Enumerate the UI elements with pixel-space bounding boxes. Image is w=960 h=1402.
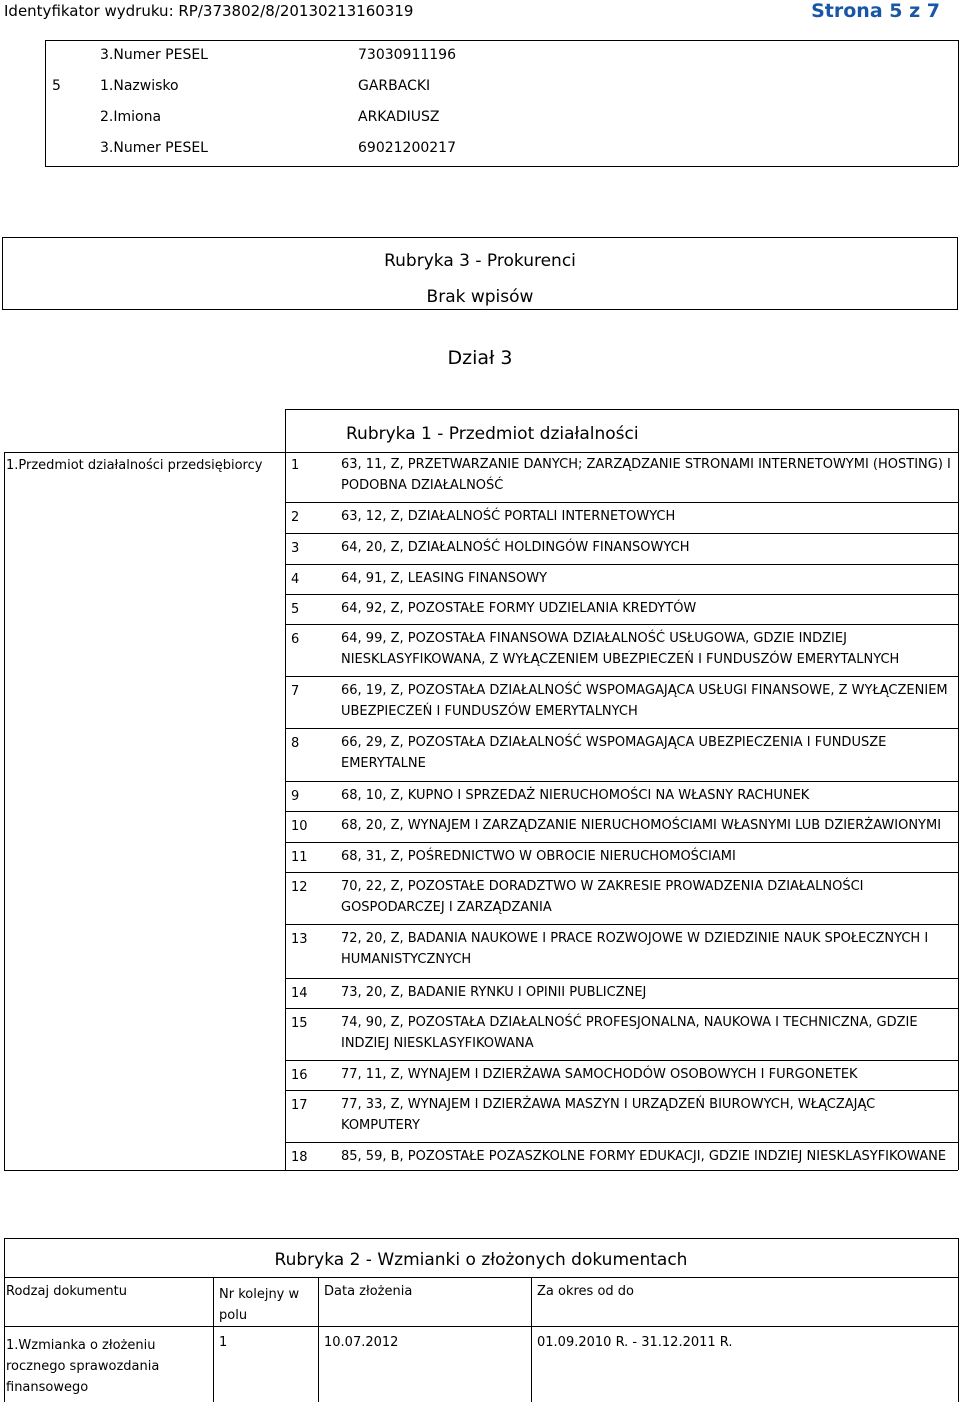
pkd-number: 11 [291,850,308,865]
empty-state: Brak wpisów [426,287,534,307]
column-header: Nr kolejny w polu [219,1287,300,1323]
row-divider [285,564,958,565]
row-divider [285,924,958,925]
row-divider [285,728,958,729]
divider [958,409,959,1170]
pkd-description: 64, 20, Z, DZIAŁALNOŚĆ HOLDINGÓW FINANSOWYCH [341,540,690,555]
row-divider [285,594,958,595]
document-type: 1.Wzmianka o złożeniu rocznego sprawozdania finansowego [6,1338,160,1395]
row-divider [285,872,958,873]
pkd-number: 15 [291,1016,308,1031]
pkd-description: 66, 19, Z, POZOSTAŁA DZIAŁALNOŚĆ WSPOMAGAJĄCA USŁUGI FINANSOWE, Z WYŁĄCZENIEM UBEZPIECZEŃ I FUNDUSZÓW EMERYTALNYCH [341,683,948,719]
pkd-number: 6 [291,632,300,647]
divider [4,452,958,453]
pkd-number: 5 [291,602,300,617]
row-divider [285,624,958,625]
pkd-number: 8 [291,736,300,751]
surname-value: GARBACKI [358,78,431,94]
document-number: 1 [219,1335,228,1350]
divider [4,452,5,1170]
pkd-description: 77, 11, Z, WYNAJEM I DZIERŻAWA SAMOCHODÓW OSOBOWYCH I FURGONETEK [341,1067,858,1082]
row-divider [285,842,958,843]
divider [4,1326,958,1327]
first-names-label: 2.Imiona [100,109,162,125]
pesel-label: 3.Numer PESEL [100,47,208,63]
pkd-description: 73, 20, Z, BADANIE RYNKU I OPINII PUBLICZNEJ [341,985,647,1000]
pkd-description: 68, 10, Z, KUPNO I SPRZEDAŻ NIERUCHOMOŚCI NA WŁASNY RACHUNEK [341,788,810,803]
pkd-description: 66, 29, Z, POZOSTAŁA DZIAŁALNOŚĆ WSPOMAGAJĄCA UBEZPIECZENIA I FUNDUSZE EMERYTALNE [341,735,887,771]
pkd-number: 2 [291,510,300,525]
column-header: Za okres od do [537,1284,634,1299]
column-header: Rodzaj dokumentu [6,1284,127,1299]
pkd-number: 1 [291,458,300,473]
pesel-value: 73030911196 [358,47,456,63]
row-divider [285,811,958,812]
pkd-number: 18 [291,1150,308,1165]
row-divider [285,533,958,534]
divider [958,40,959,166]
divider [45,40,958,41]
divider [4,1277,958,1278]
column-header: Data złożenia [324,1284,413,1299]
pkd-description: 64, 99, Z, POZOSTAŁA FINANSOWA DZIAŁALNOŚĆ USŁUGOWA, GDZIE INDZIEJ NIESKLASYFIKOWANA, Z WYŁĄCZENIEM UBEZPIECZEŃ I FUNDUSZÓW EMERYTALNYCH [341,631,900,667]
pkd-description: 74, 90, Z, POZOSTAŁA DZIAŁALNOŚĆ PROFESJONALNA, NAUKOWA I TECHNICZNA, GDZIE INDZIEJ NIESKLASYFIKOWANA [341,1015,918,1051]
row-divider [285,1008,958,1009]
period: 01.09.2010 R. - 31.12.2011 R. [537,1335,733,1350]
divider [4,1238,958,1239]
divider [4,1170,958,1171]
entry-number: 5 [52,78,61,94]
divider [958,1238,959,1402]
divider [285,409,958,410]
pkd-number: 9 [291,789,300,804]
pkd-number: 12 [291,880,308,895]
submission-date: 10.07.2012 [324,1335,399,1350]
row-divider [285,1060,958,1061]
pkd-number: 3 [291,541,300,556]
pkd-description: 70, 22, Z, POZOSTAŁE DORADZTWO W ZAKRESIE PROWADZENIA DZIAŁALNOŚCI GOSPODARCZEJ I ZARZĄDZANIA [341,879,864,915]
row-divider [285,502,958,503]
row-divider [285,781,958,782]
section-title: Rubryka 3 - Prokurenci [384,251,576,271]
page-number: Strona 5 z 7 [811,0,940,22]
pkd-description: 63, 11, Z, PRZETWARZANIE DANYCH; ZARZĄDZANIE STRONAMI INTERNETOWYMI (HOSTING) I PODOBNA DZIAŁALNOŚĆ [341,457,951,493]
pkd-description: 63, 12, Z, DZIAŁALNOŚĆ PORTALI INTERNETOWYCH [341,509,676,524]
pesel-label: 3.Numer PESEL [100,140,208,156]
pkd-number: 17 [291,1098,308,1113]
pkd-number: 16 [291,1068,308,1083]
row-divider [285,1090,958,1091]
section-title: Rubryka 2 - Wzmianki o złożonych dokumentach [274,1250,688,1270]
pkd-number: 14 [291,986,308,1001]
row-divider [285,1142,958,1143]
pkd-description: 64, 91, Z, LEASING FINANSOWY [341,571,548,586]
pkd-number: 10 [291,819,308,834]
pkd-description: 77, 33, Z, WYNAJEM I DZIERŻAWA MASZYN I URZĄDZEŃ BIUROWYCH, WŁĄCZAJĄC KOMPUTERY [341,1097,876,1133]
section-heading: Dział 3 [447,347,513,369]
prokurenci-section [2,237,958,310]
field-label: 1.Przedmiot działalności przedsiębiorcy [6,458,263,473]
pkd-description: 64, 92, Z, POZOSTAŁE FORMY UDZIELANIA KREDYTÓW [341,601,697,616]
row-divider [285,676,958,677]
print-identifier: Identyfikator wydruku: RP/373802/8/20130213160319 [4,2,414,20]
pkd-description: 72, 20, Z, BADANIA NAUKOWE I PRACE ROZWOJOWE W DZIEDZINIE NAUK SPOŁECZNYCH I HUMANISTYCZNYCH [341,931,929,967]
divider [45,166,958,167]
divider [531,1277,532,1402]
row-divider [285,978,958,979]
divider [213,1277,214,1402]
pkd-number: 13 [291,932,308,947]
pesel-value: 69021200217 [358,140,456,156]
pkd-number: 4 [291,572,300,587]
pkd-description: 68, 31, Z, POŚREDNICTWO W OBROCIE NIERUCHOMOŚCIAMI [341,849,736,864]
divider [45,40,46,166]
surname-label: 1.Nazwisko [100,78,179,94]
pkd-number: 7 [291,684,300,699]
section-title: Rubryka 1 - Przedmiot działalności [346,424,639,444]
first-names-value: ARKADIUSZ [358,109,440,125]
divider [318,1277,319,1402]
pkd-description: 85, 59, B, POZOSTAŁE POZASZKOLNE FORMY EDUKACJI, GDZIE INDZIEJ NIESKLASYFIKOWANE [341,1149,947,1164]
divider [285,409,286,1170]
pkd-description: 68, 20, Z, WYNAJEM I ZARZĄDZANIE NIERUCHOMOŚCIAMI WŁASNYMI LUB DZIERŻAWIONYMI [341,818,942,833]
